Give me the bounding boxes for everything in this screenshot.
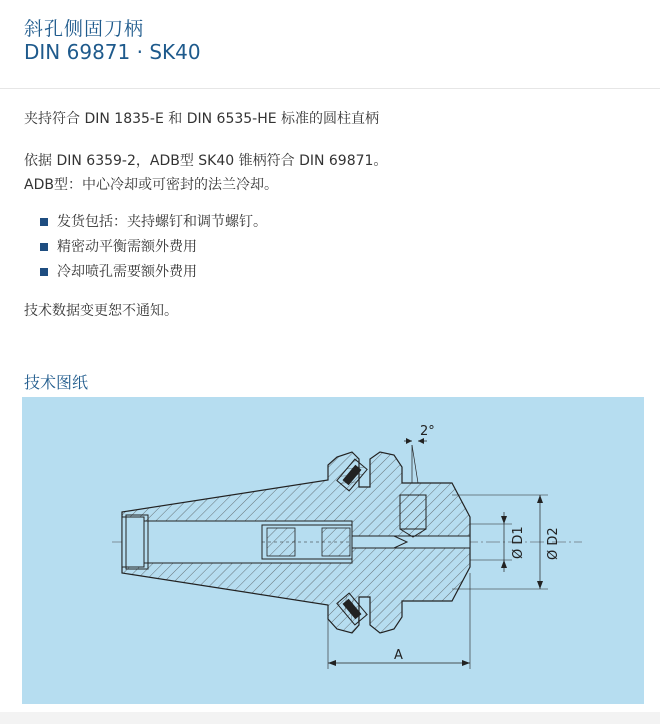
inner-bore <box>122 517 144 567</box>
list-item <box>40 259 267 284</box>
note-text: 技术数据变更恕不通知。 <box>24 303 178 319</box>
page-title-cn: 斜孔侧固刀柄 <box>24 18 145 40</box>
list-item <box>40 234 267 259</box>
angle-label: 2° <box>420 424 435 439</box>
bottom-bar <box>0 712 660 724</box>
bullet-square-icon <box>40 268 48 276</box>
bullet-square-icon <box>40 243 48 251</box>
description-line-2: 依据 DIN 6359-2，ADB型 SK40 锥柄符合 DIN 69871。 <box>24 153 388 169</box>
drawing-section-title: 技术图纸 <box>24 373 89 392</box>
adjusting-screw <box>400 495 426 529</box>
list-item-text: 精密动平衡需额外费用 <box>57 238 197 255</box>
list-item <box>40 209 267 234</box>
page-title-en: DIN 69871 · SK40 <box>24 40 201 64</box>
d1-label: Ø D1 <box>511 526 526 559</box>
title-divider <box>0 88 660 89</box>
technical-drawing <box>22 397 644 704</box>
a-label: A <box>394 648 403 663</box>
list-item-text: 冷却喷孔需要额外费用 <box>57 263 197 280</box>
feature-list <box>40 209 267 284</box>
list-item-text: 发货包括：夹持螺钉和调节螺钉。 <box>57 213 267 230</box>
d2-label: Ø D2 <box>546 527 561 560</box>
technical-drawing-svg <box>22 397 644 704</box>
description-line-3: ADB型：中心冷却或可密封的法兰冷却。 <box>24 177 278 193</box>
description-line-1: 夹持符合 DIN 1835-E 和 DIN 6535-HE 标准的圆柱直柄 <box>24 111 380 127</box>
coolant-channel <box>352 536 470 548</box>
bullet-square-icon <box>40 218 48 226</box>
